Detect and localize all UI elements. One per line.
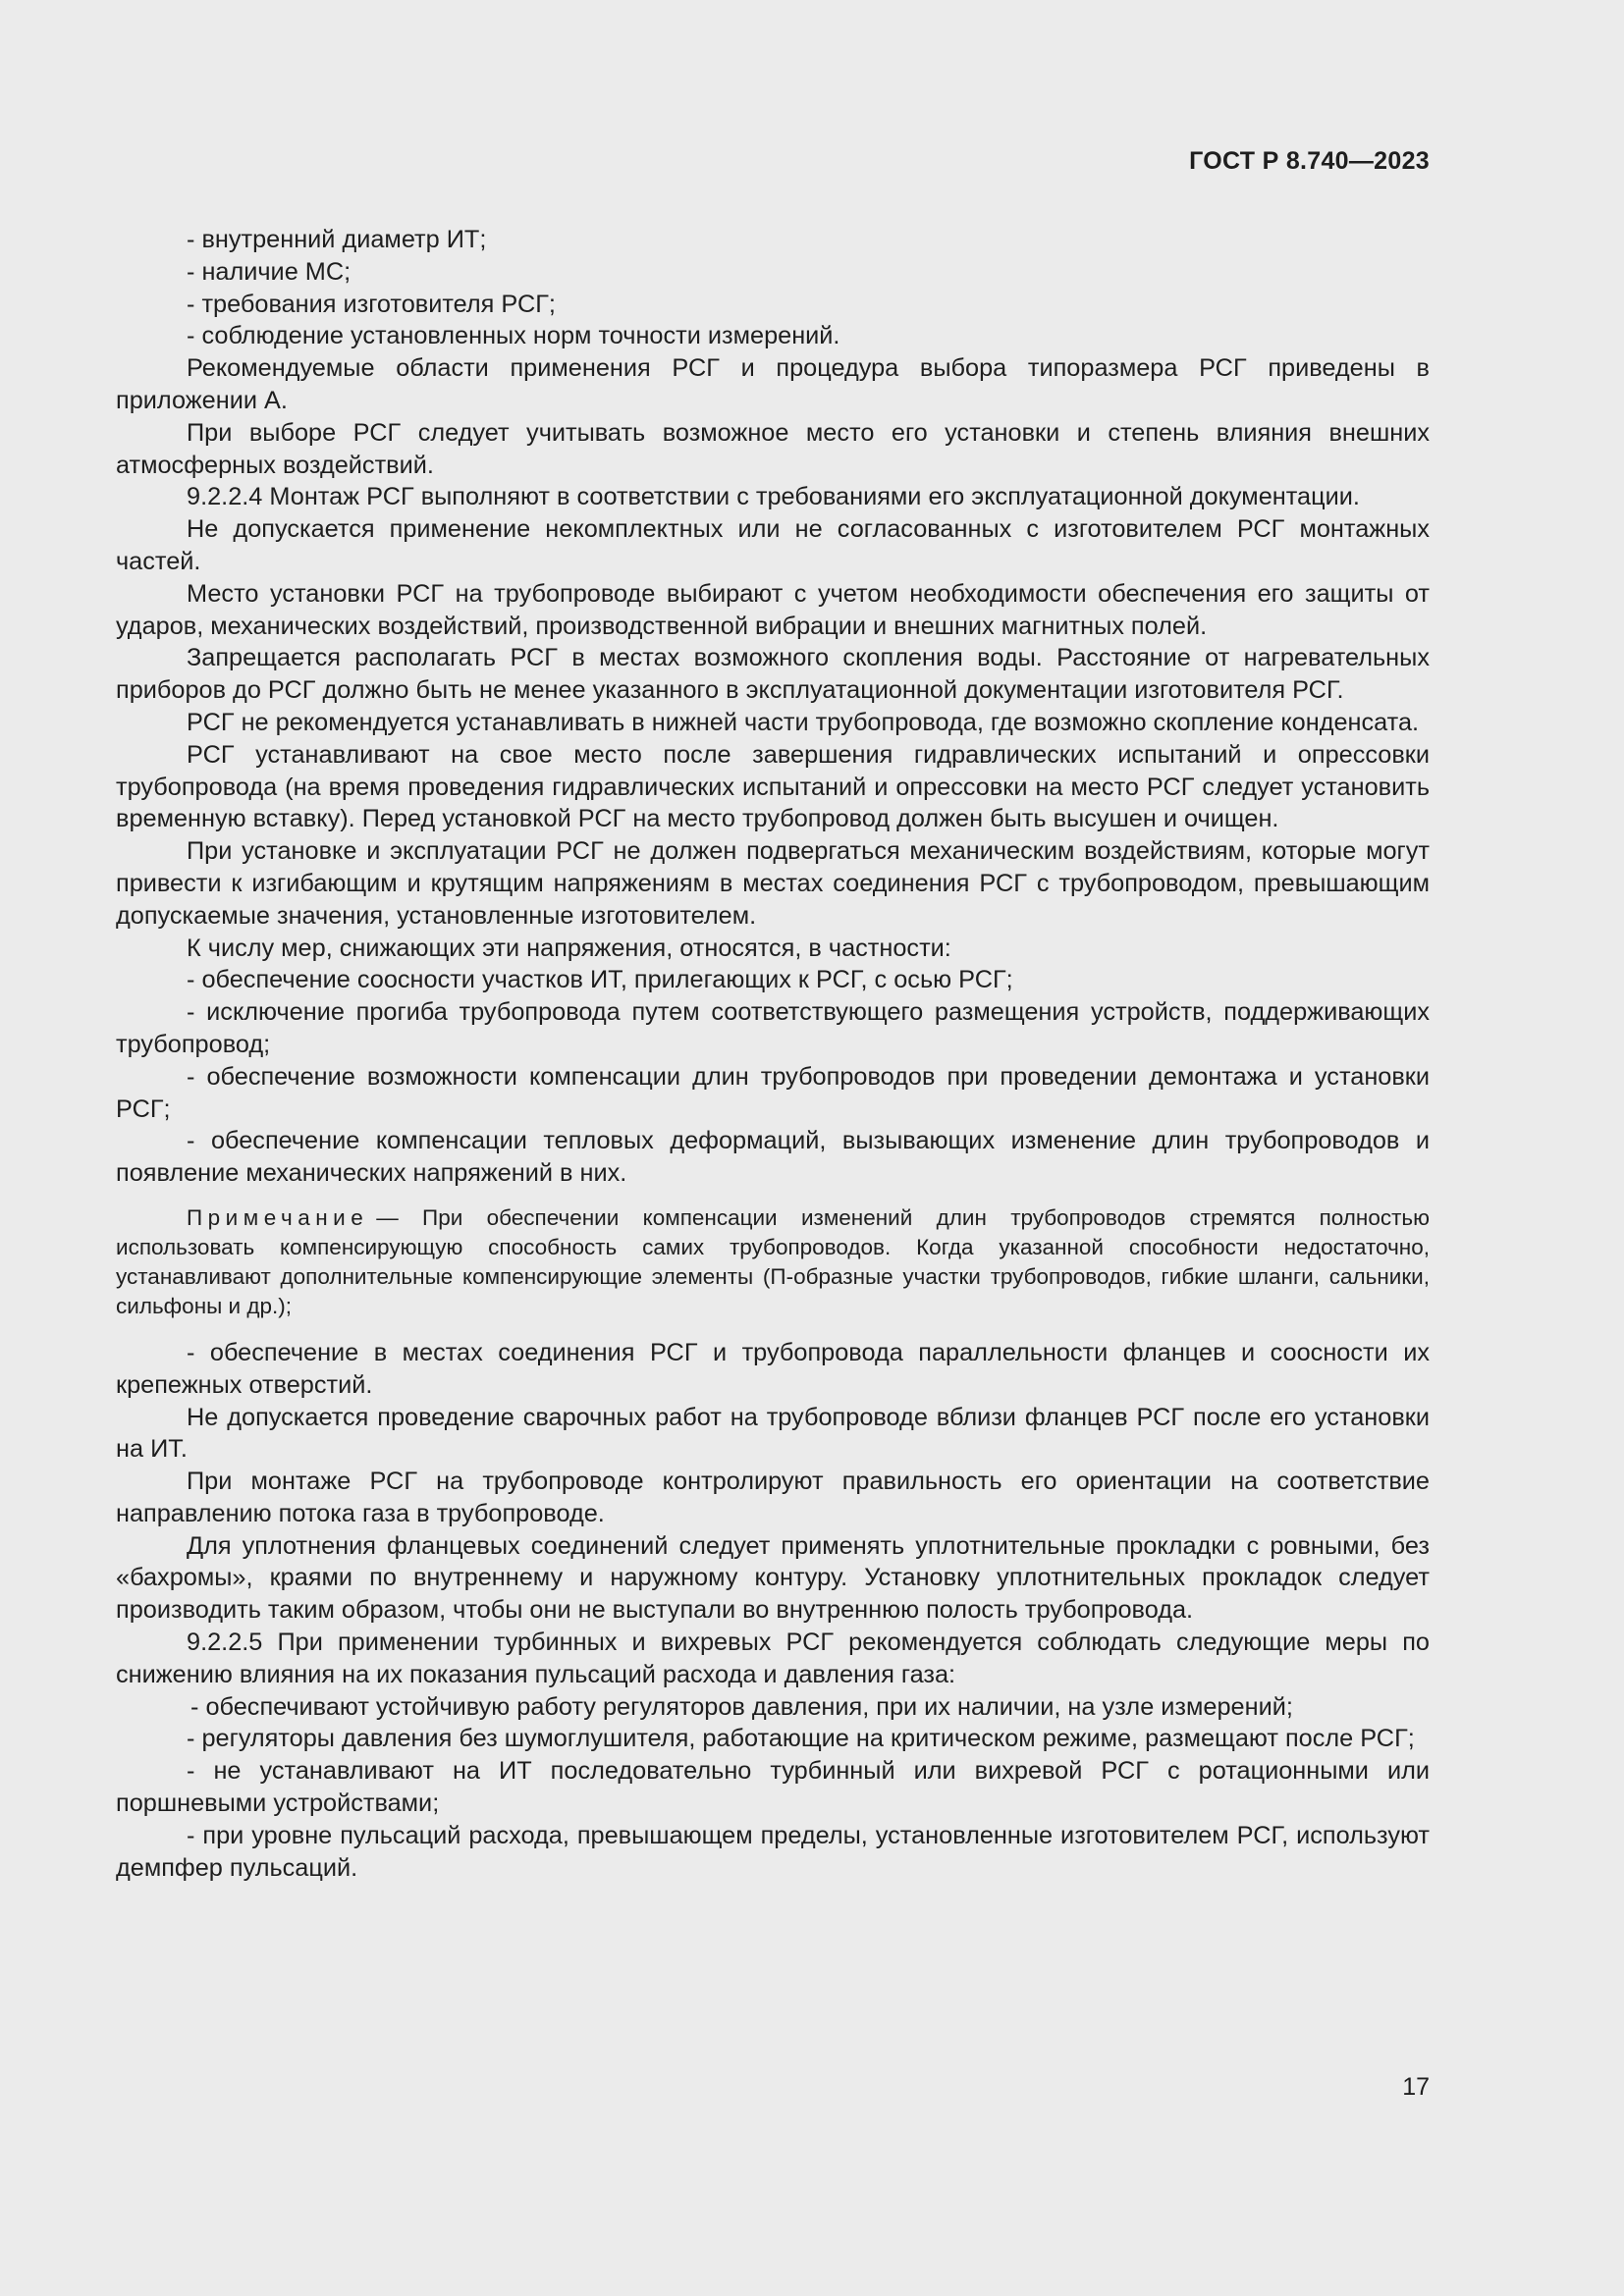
note-caption: Примечание (187, 1204, 369, 1230)
paragraph-clause-9-2-2-4: 9.2.2.4 Монтаж РСГ выполняют в соответствии с требованиями его эксплуатационной документации. (187, 483, 1360, 511)
note-block (116, 1203, 1430, 1321)
paragraph: РСГ устанавливают на свое место после завершения гидравлических испытаний и опрессовки трубопровода (на время проведения гидравлических испытаний и опрессовки на место РСГ следует установить временную вставку). Перед установкой РСГ на место трубопровод должен быть высушен и очищен. (116, 740, 1430, 833)
page-number: 17 (1402, 2073, 1430, 2101)
paragraph: При выборе РСГ следует учитывать возможное место его установки и степень влияния внешних атмосферных воздействий. (116, 418, 1430, 479)
document-body (116, 224, 1430, 1884)
paragraph: При установке и эксплуатации РСГ не должен подвергаться механическим воздействиям, которые могут привести к изгибающим и крутящим напряжениям в местах соединения РСГ с трубопроводом, превышающим допускаемые значения, установленные изготовителем. (116, 837, 1430, 930)
list-item: - требования изготовителя РСГ; (187, 290, 556, 318)
list-item: - регуляторы давления без шумоглушителя, работающие на критическом режиме, размещают после РСГ; (187, 1725, 1415, 1753)
note-text: — При обеспечении компенсации изменений длин трубопроводов стремятся полностью использовать компенсирующую способность самих трубопроводов. Когда указанной способности недостаточно, устанавливают дополнительные компенсирующие элементы (П-образные участки трубопроводов, гибкие шланги, сальники, сильфоны и др.); (116, 1204, 1430, 1318)
list-item: - при уровне пульсаций расхода, превышающем пределы, установленные изготовителем РСГ, используют демпфер пульсаций. (116, 1821, 1430, 1882)
paragraph: Не допускается проведение сварочных работ на трубопроводе вблизи фланцев РСГ после его установки на ИТ. (116, 1403, 1430, 1464)
paragraph: При монтаже РСГ на трубопроводе контролируют правильность его ориентации на соответствие направлению потока газа в трубопроводе. (116, 1468, 1430, 1527)
paragraph: Не допускается применение некомплектных или не согласованных с изготовителем РСГ монтажных частей. (116, 515, 1430, 575)
paragraph-clause-9-2-2-5: 9.2.2.5 При применении турбинных и вихревых РСГ рекомендуется соблюдать следующие меры по снижению влияния на их показания пульсаций расхода и давления газа: (116, 1629, 1430, 1688)
paragraph: Рекомендуемые области применения РСГ и процедура выбора типоразмера РСГ приведены в приложении А. (116, 354, 1430, 414)
list-item: - внутренний диаметр ИТ; (187, 226, 487, 253)
paragraph: Для уплотнения фланцевых соединений следует применять уплотнительные прокладки с ровными, без «бахромы», краями по внутреннему и наружному контуру. Установку уплотнительных прокладок следует производить таким образом, чтобы они не выступали во внутреннюю полость трубопровода. (116, 1531, 1430, 1625)
list-item: - исключение прогиба трубопровода путем соответствующего размещения устройств, поддерживающих трубопровод; (116, 998, 1430, 1058)
list-item: - наличие МС; (187, 257, 352, 286)
list-item: - соблюдение установленных норм точности измерений. (187, 322, 840, 350)
list-item: - обеспечение в местах соединения РСГ и трубопровода параллельности фланцев и соосности их крепежных отверстий. (116, 1338, 1430, 1399)
document-header-standard-number: ГОСТ Р 8.740—2023 (1189, 147, 1430, 175)
list-item: - обеспечение компенсации тепловых деформаций, вызывающих изменение длин трубопроводов и появление механических напряжений в них. (116, 1127, 1430, 1188)
paragraph: Место установки РСГ на трубопроводе выбирают с учетом необходимости обеспечения его защиты от ударов, механических воздействий, производственной вибрации и внешних магнитных полей. (116, 579, 1430, 640)
list-item: - обеспечивают устойчивую работу регуляторов давления, при их наличии, на узле измерений; (190, 1692, 1293, 1721)
list-item: - обеспечение возможности компенсации длин трубопроводов при проведении демонтажа и установки РСГ; (116, 1062, 1430, 1123)
paragraph: Запрещается располагать РСГ в местах возможного скопления воды. Расстояние от нагревательных приборов до РСГ должно быть не менее указанного в эксплуатационной документации изготовителя РСГ. (116, 644, 1430, 705)
paragraph: К числу мер, снижающих эти напряжения, относятся, в частности: (187, 934, 951, 962)
paragraph: РСГ не рекомендуется устанавливать в нижней части трубопровода, где возможно скопление конденсата. (187, 708, 1420, 736)
list-item: - обеспечение соосности участков ИТ, прилегающих к РСГ, с осью РСГ; (187, 966, 1013, 994)
list-item: - не устанавливают на ИТ последовательно турбинный или вихревой РСГ с ротационными или поршневыми устройствами; (116, 1757, 1430, 1818)
